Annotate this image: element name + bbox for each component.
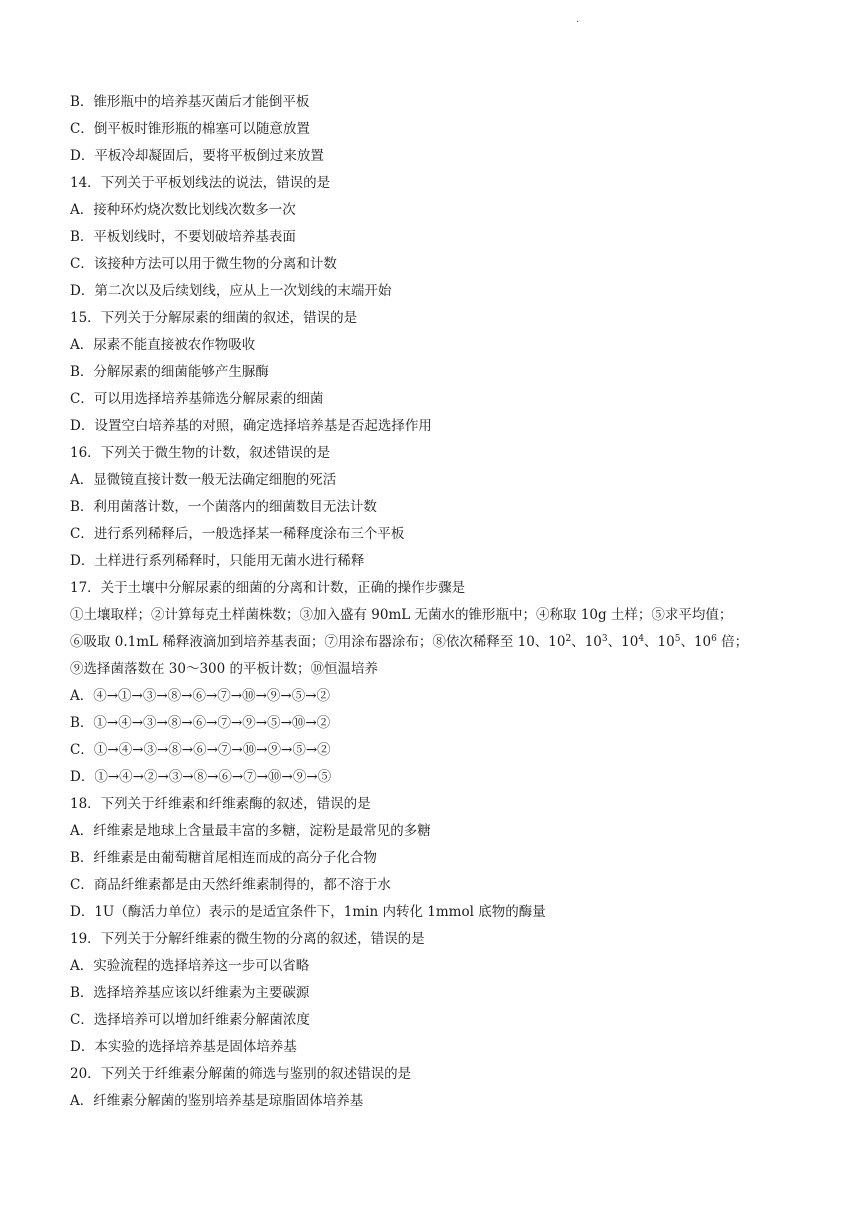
text-line: A．纤维素分解菌的鉴别培养基是琼脂固体培养基 bbox=[70, 1093, 364, 1109]
page-header-mark: . bbox=[576, 14, 580, 25]
text-line: A．显微镜直接计数一般无法确定细胞的死活 bbox=[70, 472, 337, 488]
text-line: A．接种环灼烧次数比划线次数多一次 bbox=[70, 202, 296, 218]
text-line: C．倒平板时锥形瓶的棉塞可以随意放置 bbox=[70, 121, 310, 137]
question-20-stem: 20．下列关于纤维素分解菌的筛选与鉴别的叙述错误的是 bbox=[70, 1066, 412, 1082]
question-15-stem: 15．下列关于分解尿素的细菌的叙述，错误的是 bbox=[70, 310, 358, 326]
text-line: D．本实验的选择培养基是固体培养基 bbox=[70, 1039, 297, 1055]
text-line: B．平板划线时，不要划破培养基表面 bbox=[70, 229, 296, 245]
question-14-stem: 14．下列关于平板划线法的说法，错误的是 bbox=[70, 175, 331, 191]
question-19-stem: 19．下列关于分解纤维素的微生物的分离的叙述，错误的是 bbox=[70, 931, 425, 947]
text-line: D．第二次以及后续划线，应从上一次划线的末端开始 bbox=[70, 283, 392, 299]
question-17-stem: 17．关于土壤中分解尿素的细菌的分离和计数，正确的操作步骤是 bbox=[70, 580, 466, 596]
text-line: A．尿素不能直接被农作物吸收 bbox=[70, 337, 256, 353]
text-line: C．①→④→③→⑧→⑥→⑦→⑩→⑨→⑤→② bbox=[70, 742, 331, 758]
question-18-stem: 18．下列关于纤维素和纤维素酶的叙述，错误的是 bbox=[70, 796, 371, 812]
text-line: B．选择培养基应该以纤维素为主要碳源 bbox=[70, 985, 310, 1001]
text-line: B．①→④→③→⑧→⑥→⑦→⑨→⑤→⑩→② bbox=[70, 715, 331, 731]
text-line: A．④→①→③→⑧→⑥→⑦→⑩→⑨→⑤→② bbox=[70, 688, 331, 704]
text-line: A．纤维素是地球上含量最丰富的多糖，淀粉是最常见的多糖 bbox=[70, 823, 431, 839]
text-line: D．设置空白培养基的对照，确定选择培养基是否起选择作用 bbox=[70, 418, 432, 434]
text-line: C．选择培养可以增加纤维素分解菌浓度 bbox=[70, 1012, 310, 1028]
text-line: D．土样进行系列稀释时，只能用无菌水进行稀释 bbox=[70, 553, 365, 569]
text-line: ⑨选择菌落数在 30～300 的平板计数；⑩恒温培养 bbox=[70, 661, 379, 677]
text-line: ①土壤取样；②计算每克土样菌株数；③加入盛有 90mL 无菌水的锥形瓶中；④称取 10g 土样；⑤求平均值； bbox=[70, 607, 733, 623]
text-line: D．1U（酶活力单位）表示的是适宜条件下，1min 内转化 1mmol 底物的酶量 bbox=[70, 904, 546, 920]
text-line: C．进行系列稀释后，一般选择某一稀释度涂布三个平板 bbox=[70, 526, 405, 542]
question-16-stem: 16．下列关于微生物的计数，叙述错误的是 bbox=[70, 445, 331, 461]
text-line: C．该接种方法可以用于微生物的分离和计数 bbox=[70, 256, 337, 272]
text-line: D．①→④→②→③→⑧→⑥→⑦→⑩→⑨→⑤ bbox=[70, 769, 332, 785]
text-line: B．锥形瓶中的培养基灭菌后才能倒平板 bbox=[70, 94, 310, 110]
text-line-with-exponents: ⑥吸取 0.1mL 稀释液滴加到培养基表面；⑦用涂布器涂布；⑧依次稀释至 10、$10^2$、$10^3$、$10^4$、$10^5$、$10^6$ 倍； bbox=[70, 634, 749, 650]
text-line: B．利用菌落计数，一个菌落内的细菌数目无法计数 bbox=[70, 499, 377, 515]
text-line: D．平板冷却凝固后，要将平板倒过来放置 bbox=[70, 148, 324, 164]
text-line: C．商品纤维素都是由天然纤维素制得的，都不溶于水 bbox=[70, 877, 391, 893]
text-line: C．可以用选择培养基筛选分解尿素的细菌 bbox=[70, 391, 324, 407]
text-line: A．实验流程的选择培养这一步可以省略 bbox=[70, 958, 310, 974]
text-line: B．纤维素是由葡萄糖首尾相连而成的高分子化合物 bbox=[70, 850, 377, 866]
text-line: B．分解尿素的细菌能够产生脲酶 bbox=[70, 364, 269, 380]
